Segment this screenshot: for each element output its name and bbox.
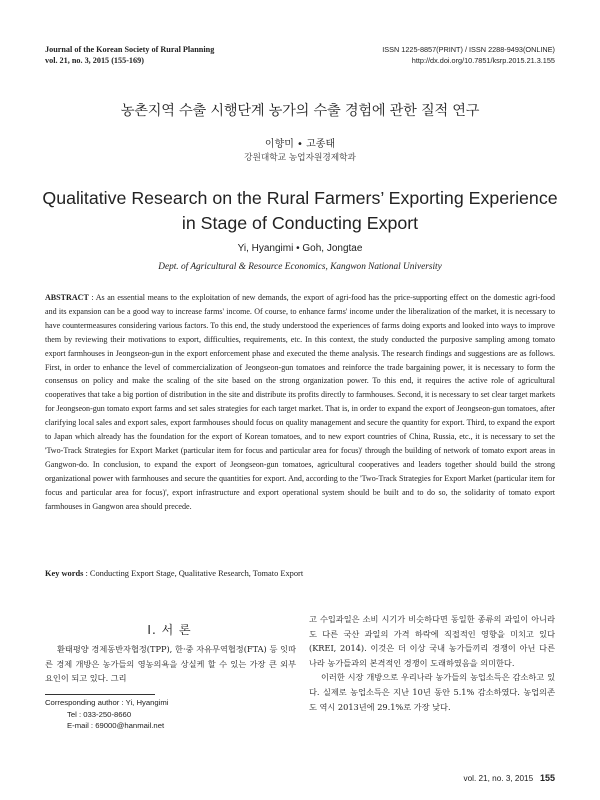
doi-link[interactable]: http://dx.doi.org/10.7851/ksrp.2015.21.3.155 — [411, 56, 555, 65]
english-title-line2: in Stage of Conducting Export — [181, 213, 419, 233]
corresponding-author: Corresponding author : Yi, Hyangimi — [45, 698, 169, 707]
intro-paragraph-left: 환태평양 경제동반자협정(TPP), 한·중 자유무역협정(FTA) 등 잇따른 경제 개방은 농가들의 영농의욕을 상실케 할 수 있는 가장 큰 외부 요인이 되고 있다. 그리 — [45, 644, 296, 684]
english-title-line1: Qualitative Research on the Rural Farmers’ Exporting Experience — [42, 188, 558, 208]
keywords-text: : Conducting Export Stage, Qualitative Research, Tomato Export — [83, 569, 304, 578]
intro-paragraph-right-2: 이러한 시장 개방으로 우리나라 농가들의 농업소득은 감소하고 있다. 실제로 농업소득은 지난 10년 동안 5.1% 감소하였다. 농업의존도 역시 2013년에 29.1%로 가장 낮다. — [309, 672, 555, 712]
corresponding-email: E-mail : 69000@hanmail.net — [67, 721, 165, 731]
abstract-label: ABSTRACT — [45, 293, 89, 302]
section-heading: Ⅰ. 서 론 — [147, 623, 192, 637]
korean-authors: 이향미 • 고종태 — [264, 139, 336, 150]
korean-title: 농촌지역 수출 시행단계 농가의 수출 경험에 관한 질적 연구 — [120, 103, 480, 119]
intro-paragraph-right-1: 고 수입과일은 소비 시기가 비슷하다면 동일한 종류의 과일이 아니라도 다른 국산 과일의 가격 하락에 직접적인 영향을 미치고 있다(KREI, 2014). 이것은 더 이상 국내 농가들끼리 경쟁이 아닌 다른 나라 농가들과의 본격적인 경쟁이 도래하였음을 의미한다. — [309, 614, 555, 668]
journal-header — [45, 44, 214, 66]
right-column — [309, 612, 555, 714]
keywords-label: Key words — [45, 569, 84, 578]
english-affiliation: Dept. of Agricultural & Resource Economics, Kangwon National University — [158, 262, 442, 272]
issn-text: ISSN 1225-8857(PRINT) / ISSN 2288-9493(ONLINE) — [382, 45, 555, 54]
journal-name: Journal of the Korean Society of Rural Planning — [45, 45, 215, 54]
page-number: 155 — [539, 773, 555, 783]
keywords — [45, 569, 303, 578]
footer-volume: vol. 21, no. 3, 2015 — [463, 774, 534, 783]
journal-volume: vol. 21, no. 3, 2015 (155-169) — [45, 56, 144, 65]
abstract-text: : As an essential means to the exploitation of new demands, the export of agri-food has the price-supporting effect on the domestic agri-food and its expansion can be a good way to increase farms' income. Of course, to enhance farms' income under the liberalization of the market, it is necessary to have countermeasures considering various factors. To this end, the study understood the experiences of farms doing exports and looked into ways to improve them by reviewing their motivations to export, difficulties, requirements, etc. In this context, the study conducted the purposive sampling among tomato export farmhouses in Jeongseon-gun in the export enforcement phase and executed the theme analysis. The research findings and suggestions are as follows. First, in order to enhance the level of commercialization of Jeongseon-gun tomatoes and reinforce the trade bargaining power, it is necessary to form the consensus on policy and make the scaling of the site based on the strong organization power. To this end, it requires the active role of agricultural cooperatives that take a big portion of distribution in the site and distribute its profits directly to farmhouses. Second, it is necessary to set clear target markets for Jeongseon-gun tomato export farms and set sales strategies for each target market. That is, in order to expand the export of Jeongseon-gun tomatoes, after clarifying local sales and export sales, export farmhouses should focus on quality management and secure the quantity for export. Third, to expand the export to Japan which already has the foundation for the export of Korean tomatoes, and to new export countries of China, Russia, etc., it is necessary to set the 'Two-Track Strategies for Export Market (particular item for focus and particular area for focus)' through the building of network of tomato export areas in Gangwon-do. In conclusion, to expand the export of Jeongseon-gun tomatoes, agricultural cooperatives and leaders together should build the strong organizational power with farmhouses and secure the quantities for export. And, according to the 'Two-Track Strategies for Export Market (particular item for focus and particular area for focus)', export infrastructure and export operational system should be built and to do so, the solidarity of tomato export farmhouses in Gangwon area should precede. — [45, 293, 555, 511]
english-authors: Yi, Hyangimi • Goh, Jongtae — [237, 243, 363, 254]
korean-affiliation: 강원대학교 농업자원경제학과 — [244, 153, 356, 163]
corresponding-tel: Tel : 033-250-8660 — [67, 709, 132, 719]
english-title — [0, 186, 600, 236]
issn-header — [382, 44, 555, 66]
corresponding-author-note — [45, 697, 169, 732]
page-footer — [463, 773, 555, 783]
footnote-divider — [45, 694, 155, 695]
abstract — [45, 291, 555, 514]
